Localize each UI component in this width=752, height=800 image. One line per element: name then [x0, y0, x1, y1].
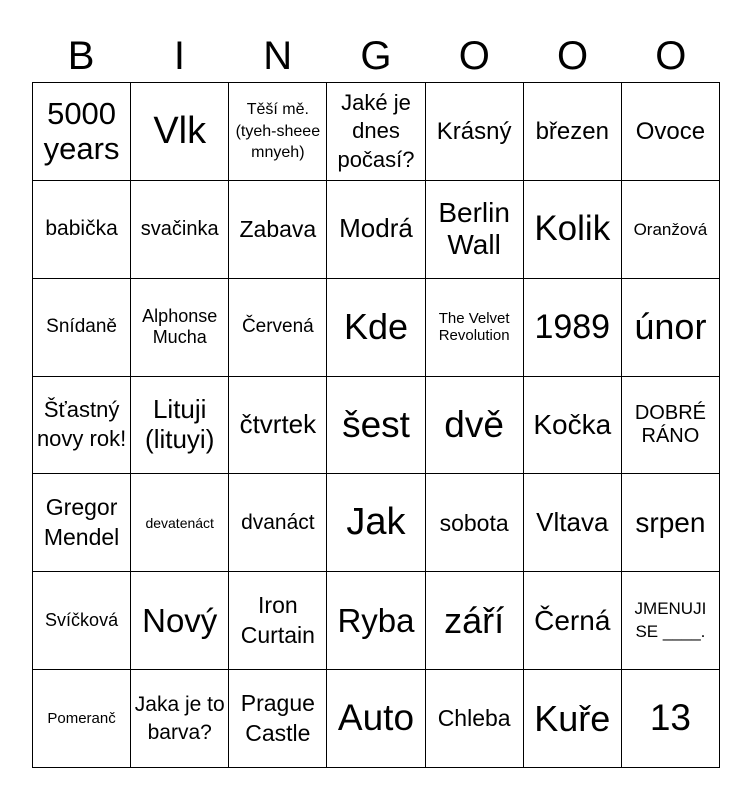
bingo-cell[interactable]: Černá	[524, 572, 622, 670]
bingo-cell[interactable]: dvě	[426, 377, 524, 475]
header-letter-o: O	[556, 34, 589, 78]
bingo-cell[interactable]: únor	[622, 279, 720, 377]
bingo-cell[interactable]: 1989	[524, 279, 622, 377]
header-letter-g: G	[360, 34, 392, 78]
bingo-cell[interactable]: Oranžová	[622, 181, 720, 279]
bingo-cell[interactable]: Ovoce	[622, 83, 720, 181]
bingo-cell[interactable]: Červená	[229, 279, 327, 377]
header-letter-o: O	[458, 34, 490, 78]
bingo-cell[interactable]: Zabava	[229, 181, 327, 279]
bingo-cell[interactable]: Vlk	[131, 83, 229, 181]
bingo-cell[interactable]: Pomeranč	[33, 670, 131, 768]
bingo-cell[interactable]: šest	[327, 377, 425, 475]
bingo-cell[interactable]: Prague Castle	[229, 670, 327, 768]
bingo-cell[interactable]: Modrá	[327, 181, 425, 279]
bingo-cell[interactable]: Vltava	[524, 474, 622, 572]
bingo-cell[interactable]: Těší mě. (tyeh-sheee mnyeh)	[229, 83, 327, 181]
bingo-cell[interactable]: Berlin Wall	[426, 181, 524, 279]
bingo-cell[interactable]: 13	[622, 670, 720, 768]
bingo-cell[interactable]: srpen	[622, 474, 720, 572]
bingo-cell[interactable]: Krásný	[426, 83, 524, 181]
bingo-cell[interactable]: Kolik	[524, 181, 622, 279]
bingo-cell[interactable]: Iron Curtain	[229, 572, 327, 670]
bingo-header	[32, 30, 720, 82]
bingo-cell[interactable]: DOBRÉ RÁNO	[622, 377, 720, 475]
bingo-cell[interactable]: svačinka	[131, 181, 229, 279]
bingo-cell[interactable]: Šťastný novy rok!	[33, 377, 131, 475]
bingo-cell[interactable]: Ryba	[327, 572, 425, 670]
header-letter-i: I	[173, 34, 185, 78]
bingo-board	[32, 82, 720, 768]
bingo-cell[interactable]: dvanáct	[229, 474, 327, 572]
bingo-cell[interactable]: Lituji (lituyi)	[131, 377, 229, 475]
bingo-cell[interactable]: Snídaně	[33, 279, 131, 377]
header-letter-b: B	[67, 34, 95, 78]
bingo-cell[interactable]: čtvrtek	[229, 377, 327, 475]
bingo-cell[interactable]: The Velvet Revolution	[426, 279, 524, 377]
bingo-cell[interactable]: Jak	[327, 474, 425, 572]
header-letter-o: O	[655, 34, 687, 78]
bingo-cell[interactable]: Jaka je to barva?	[131, 670, 229, 768]
bingo-cell[interactable]: Jaké je dnes počasí?	[327, 83, 425, 181]
bingo-cell[interactable]: Kuře	[524, 670, 622, 768]
bingo-cell[interactable]: babička	[33, 181, 131, 279]
bingo-cell[interactable]: září	[426, 572, 524, 670]
bingo-cell[interactable]: březen	[524, 83, 622, 181]
header-letter-n: N	[263, 34, 293, 78]
bingo-cell[interactable]: Nový	[131, 572, 229, 670]
bingo-cell[interactable]: Kde	[327, 279, 425, 377]
bingo-cell[interactable]: sobota	[426, 474, 524, 572]
bingo-cell[interactable]: Chleba	[426, 670, 524, 768]
bingo-cell[interactable]: Gregor Mendel	[33, 474, 131, 572]
bingo-cell[interactable]: JMENUJI SE ____.	[622, 572, 720, 670]
bingo-cell[interactable]: Alphonse Mucha	[131, 279, 229, 377]
bingo-cell[interactable]: Kočka	[524, 377, 622, 475]
bingo-cell[interactable]: Auto	[327, 670, 425, 768]
bingo-cell[interactable]: Svíčková	[33, 572, 131, 670]
bingo-cell[interactable]: 5000 years	[33, 83, 131, 181]
bingo-cell[interactable]: devatenáct	[131, 474, 229, 572]
